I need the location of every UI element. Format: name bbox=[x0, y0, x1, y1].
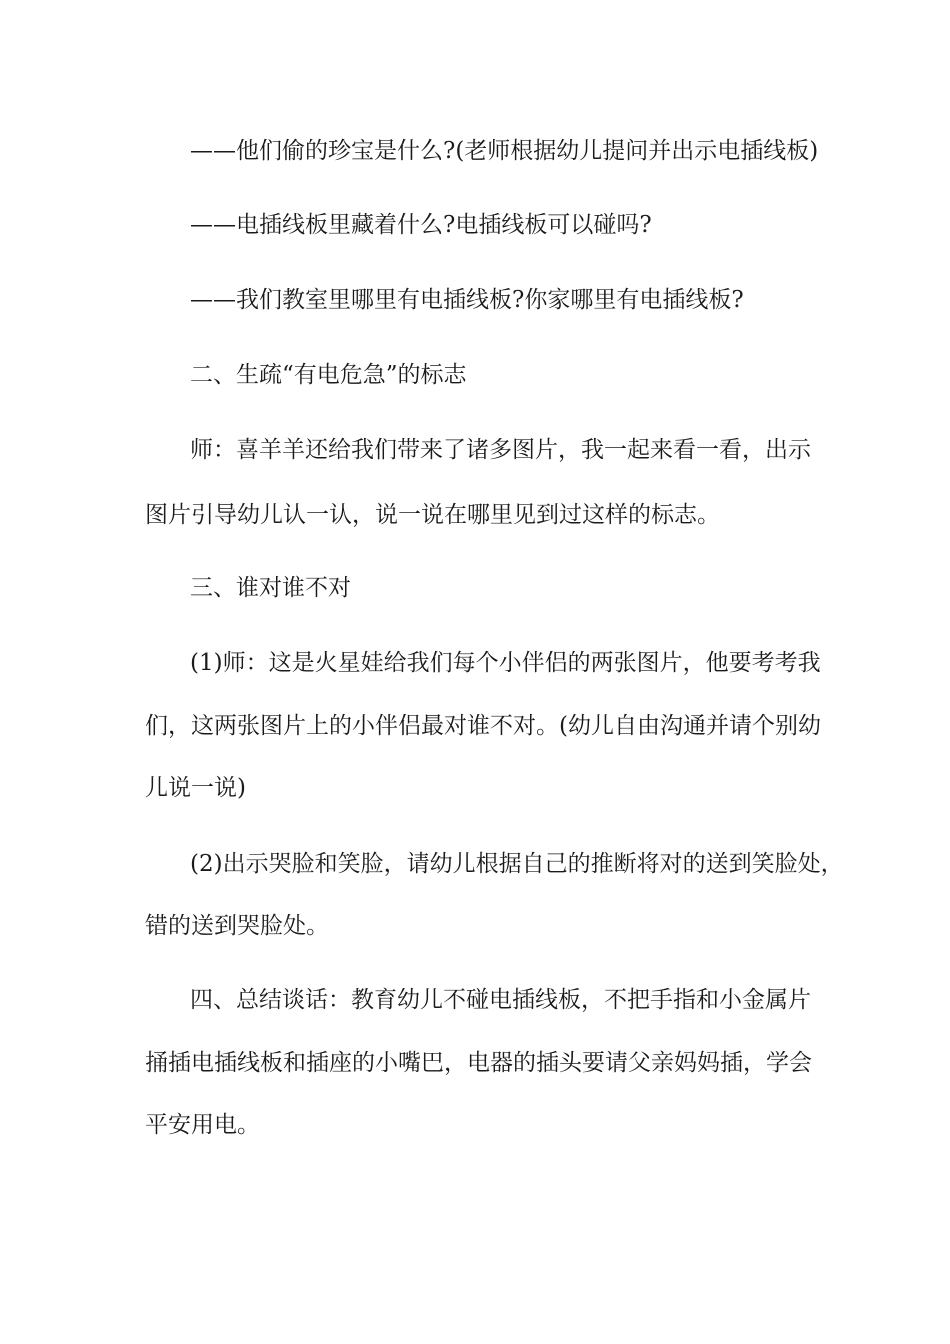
section-heading-2: 二、生疏“有电危急”的标志 bbox=[190, 362, 467, 388]
paragraph-line-summary-cont: 捅插电插线板和插座的小嘴巴，电器的插头要请父亲妈妈插，学会 bbox=[145, 1050, 812, 1076]
paragraph-line-item-2: (2)出示哭脸和笑脸，请幼儿根据自己的推断将对的送到笑脸处， bbox=[190, 851, 844, 877]
section-heading-4: 四、总结谈话：教育幼儿不碰电插线板，不把手指和小金属片 bbox=[190, 987, 811, 1013]
paragraph-line-item-1-cont: 们，这两张图片上的小伴侣最对谁不对。(幼儿自由沟通并请个别幼 bbox=[145, 713, 821, 739]
paragraph-line-question-treasure: ——他们偷的珍宝是什么?(老师根据幼儿提问并出示电插线板) bbox=[190, 138, 819, 164]
paragraph-line-question-inside: ——电插线板里藏着什么?电插线板可以碰吗? bbox=[190, 212, 652, 238]
paragraph-line-item-1: (1)师：这是火星娃给我们每个小伴侣的两张图片，他要考考我 bbox=[190, 650, 821, 676]
section-heading-3: 三、谁对谁不对 bbox=[190, 575, 351, 601]
paragraph-line-item-1-end: 儿说一说) bbox=[145, 775, 246, 801]
paragraph-line-question-where: ——我们教室里哪里有电插线板?你家哪里有电插线板? bbox=[190, 287, 744, 313]
paragraph-line-teacher-images: 师：喜羊羊还给我们带来了诸多图片，我一起来看一看，出示 bbox=[190, 437, 811, 463]
paragraph-line-item-2-cont: 错的送到哭脸处。 bbox=[145, 913, 329, 939]
paragraph-line-teacher-images-cont: 图片引导幼儿认一认，说一说在哪里见到过这样的标志。 bbox=[145, 502, 720, 528]
paragraph-line-summary-end: 平安用电。 bbox=[145, 1112, 260, 1138]
